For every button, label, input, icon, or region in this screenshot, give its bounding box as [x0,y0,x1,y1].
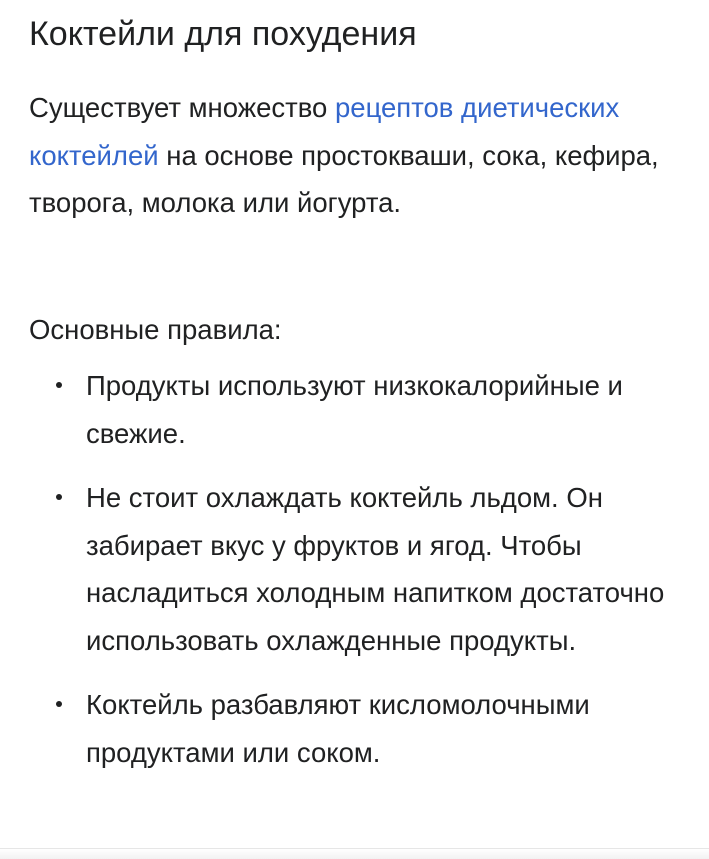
bottom-fade-divider [0,848,709,859]
list-item [0,681,709,776]
list-item [0,474,709,664]
list-item [0,362,709,457]
recipes-link[interactable]: рецептов диетических коктейлей [29,92,620,171]
section-heading: Коктейли для похудения [29,15,417,53]
rules-title: Основные правила: [29,314,282,345]
intro-paragraph [29,84,669,227]
intro-text-start: Существует множество [29,92,335,123]
list-item-text: Коктейль разбавляют кисломолочными продуктами или соком. [86,689,590,768]
list-item-text: Не стоит охлаждать коктейль льдом. Он забирает вкус у фруктов и ягод. Чтобы насладиться холодным напитком достаточно использовать охлажденные продукты. [86,482,665,656]
intro-text-end: на основе простокваши, сока, кефира, творога, молока или йогурта. [29,139,659,218]
list-item-text: Продукты используют низкокалорийные и свежие. [86,370,623,449]
bullet-icon [56,494,62,500]
bullet-icon [56,701,62,707]
bullet-icon [56,382,62,388]
rules-list [0,362,709,793]
